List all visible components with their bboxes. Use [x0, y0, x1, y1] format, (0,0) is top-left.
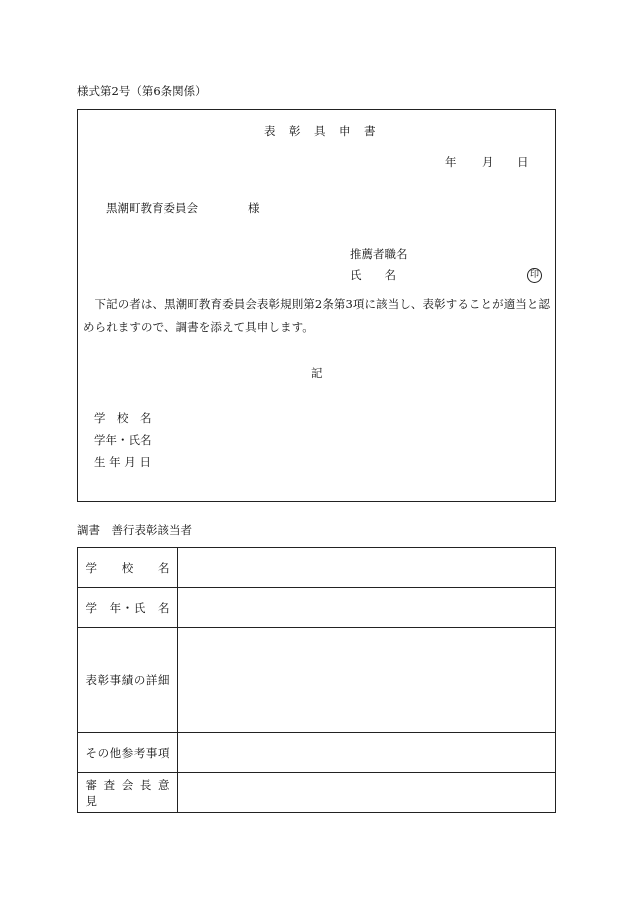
- survey-row-chair-opinion: [78, 773, 556, 813]
- document-title: 表 彰 具 申 書: [264, 124, 377, 138]
- form-number-header: 様式第2号（第6条関係）: [77, 84, 207, 98]
- survey-row-details: [78, 628, 556, 733]
- survey-value-school: [178, 548, 556, 588]
- survey-label-chair-opinion: 審 査 会 長 意 見: [78, 773, 178, 813]
- survey-label-grade-name: 学 年・氏 名: [78, 588, 178, 628]
- survey-value-other: [178, 733, 556, 773]
- recommender-job-label: 推薦者職名: [350, 247, 408, 261]
- seal-mark: 印: [527, 268, 542, 283]
- survey-row-grade-name: [78, 588, 556, 628]
- date-day-label: 日: [517, 155, 529, 169]
- date-month-label: 月: [482, 155, 494, 169]
- survey-label-other: その他参考事項: [78, 733, 178, 773]
- survey-row-school: [78, 548, 556, 588]
- recommender-name-label: 氏 名: [350, 268, 396, 282]
- survey-row-other: [78, 733, 556, 773]
- addressee-name: 黒潮町教育委員会: [106, 201, 198, 215]
- body-paragraph: 下記の者は、黒潮町教育委員会表彰規則第2条第3項に該当し、表彰することが適当と認められますので、調書を添えて具申します。: [83, 297, 551, 334]
- survey-value-grade-name: [178, 588, 556, 628]
- survey-value-details: [178, 628, 556, 733]
- addressee-honorific: 様: [248, 201, 260, 215]
- field-birthdate: 生 年 月 日: [94, 455, 151, 469]
- field-grade-name: 学年・氏名: [94, 433, 152, 447]
- survey-value-chair-opinion: [178, 773, 556, 813]
- survey-title: 調書 善行表彰該当者: [77, 523, 192, 537]
- field-school-name: 学 校 名: [94, 411, 152, 425]
- survey-label-school: 学 校 名: [78, 548, 178, 588]
- survey-table: [77, 547, 556, 813]
- date-year-label: 年: [445, 155, 457, 169]
- survey-label-details: 表彰事績の詳細: [78, 628, 178, 733]
- ki-heading: 記: [311, 366, 323, 380]
